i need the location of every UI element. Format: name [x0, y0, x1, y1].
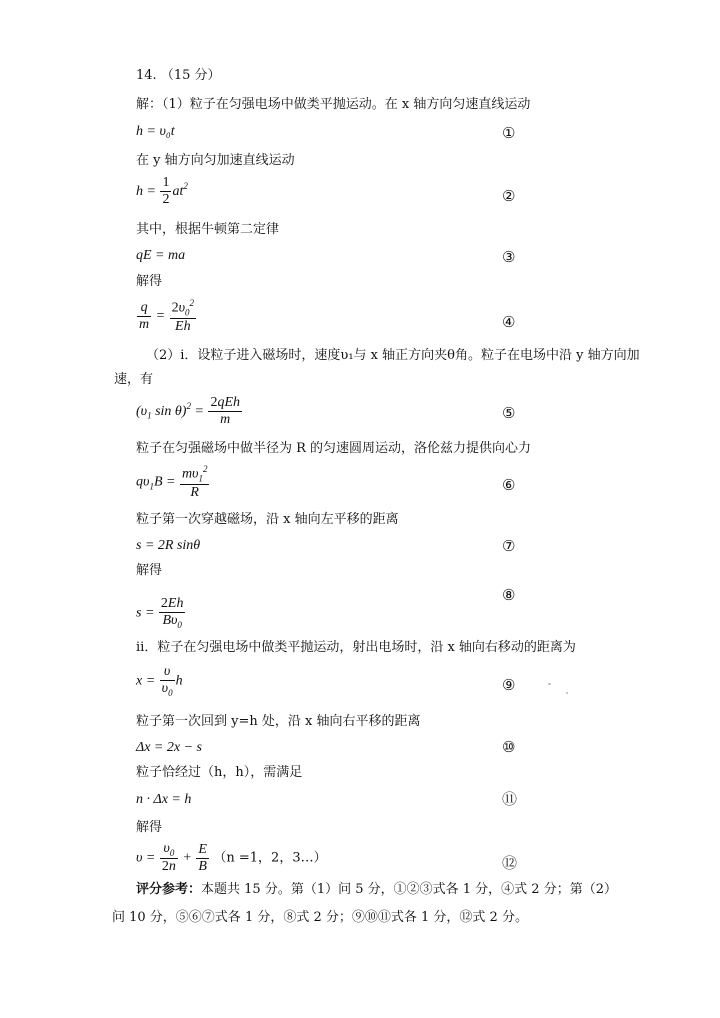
part1-intro: 解：（1）粒子在匀强电场中做类平抛运动。在 x 轴方向匀速直线运动 [136, 97, 531, 112]
equation-marker-1: ① [502, 124, 516, 142]
scoring-line2: 问 10 分，⑤⑥⑦式各 1 分，⑧式 2 分；⑨⑩⑪式各 1 分，⑫式 2 分。 [112, 910, 528, 925]
equation-12: υ = $\frac{\upsilon_0}{2n}$ + $\frac{E}{B}$ （n =1，2，3…） [136, 841, 327, 875]
n-values: （n =1，2，3…） [213, 850, 327, 866]
part2-circle-motion: 粒子在匀强磁场中做半径为 R 的匀速圆周运动，洛伦兹力提供向心力 [136, 441, 532, 456]
scoring-text-1: 本题共 15 分。第（1）问 5 分，①②③式各 1 分，④式 2 分；第（2） [201, 882, 617, 897]
equation-marker-8: ⑧ [502, 586, 516, 604]
equation-marker-12: ⑫ [502, 854, 518, 872]
scan-speck [566, 692, 568, 694]
part1-solve: 解得 [136, 274, 163, 289]
part2-solve: 解得 [136, 563, 163, 578]
problem-points: （15 分） [160, 68, 221, 83]
part2-i-intro-line2: 速，有 [114, 372, 154, 387]
part2-pass-condition: 粒子恰经过（h，h），需满足 [136, 765, 303, 780]
equation-marker-4: ④ [502, 313, 516, 331]
equation-9: x = $\frac{\upsilon}{\upsilon_0}$ h [136, 664, 183, 698]
equation-marker-9: ⑨ [502, 676, 516, 694]
part2-shift-left: 粒子第一次穿越磁场，沿 x 轴向左平移的距离 [136, 512, 399, 527]
equation-8: s = $\frac{2Eh}{B\upsilon_0}$ [136, 596, 184, 630]
equation-3: qE = ma [136, 248, 186, 263]
equation-4: $\frac{q}{m}$ = $\frac{2\upsilon_0^2}{Eh}$ [139, 298, 195, 334]
equation-marker-5: ⑤ [502, 404, 516, 422]
equation-7: s = 2R sinθ [136, 538, 201, 553]
part2-solve-2: 解得 [136, 820, 163, 835]
equation-marker-11: ⑪ [502, 790, 518, 808]
equation-marker-7: ⑦ [502, 537, 516, 555]
equation-6: $q\upsilon_1B$ = $\frac{m\upsilon_1^2}{R}$ [136, 464, 208, 500]
scoring-line1 [136, 882, 617, 898]
equation-2: h = $\frac{1}{2}$ $at^2$ [136, 175, 188, 208]
equation-5: ($\upsilon_1$ sin θ)$^2$ = $\frac{\text{2qEh}}{m}$ [136, 395, 240, 428]
equation-marker-6: ⑥ [502, 476, 516, 494]
equation-1: h = υ₀t [136, 124, 175, 139]
part2-i-intro-line1: （2）ⅰ．设粒子进入磁场时，速度υ₁与 x 轴正方向夹θ角。粒子在电场中沿 y 轴方向加 [146, 348, 640, 363]
problem-heading [136, 68, 221, 84]
equation-11: n · Δx = h [136, 792, 192, 807]
equation-10: Δx = 2x − s [136, 740, 202, 755]
equation-marker-10: ⑩ [502, 738, 516, 756]
problem-number: 14. [136, 68, 157, 83]
equation-marker-2: ② [502, 187, 516, 205]
part1-newton: 其中，根据牛顿第二定律 [136, 222, 280, 237]
part1-y-direction: 在 y 轴方向匀加速直线运动 [136, 153, 295, 168]
equation-marker-3: ③ [502, 248, 516, 266]
scoring-label: 评分参考： [136, 882, 202, 897]
scan-speck [548, 683, 551, 685]
part2-shift-right: 粒子第一次回到 y=h 处，沿 x 轴向右平移的距离 [136, 714, 421, 729]
part2-ii-intro: ⅱ．粒子在匀强电场中做类平抛运动，射出电场时，沿 x 轴向右移动的距离为 [136, 640, 576, 655]
